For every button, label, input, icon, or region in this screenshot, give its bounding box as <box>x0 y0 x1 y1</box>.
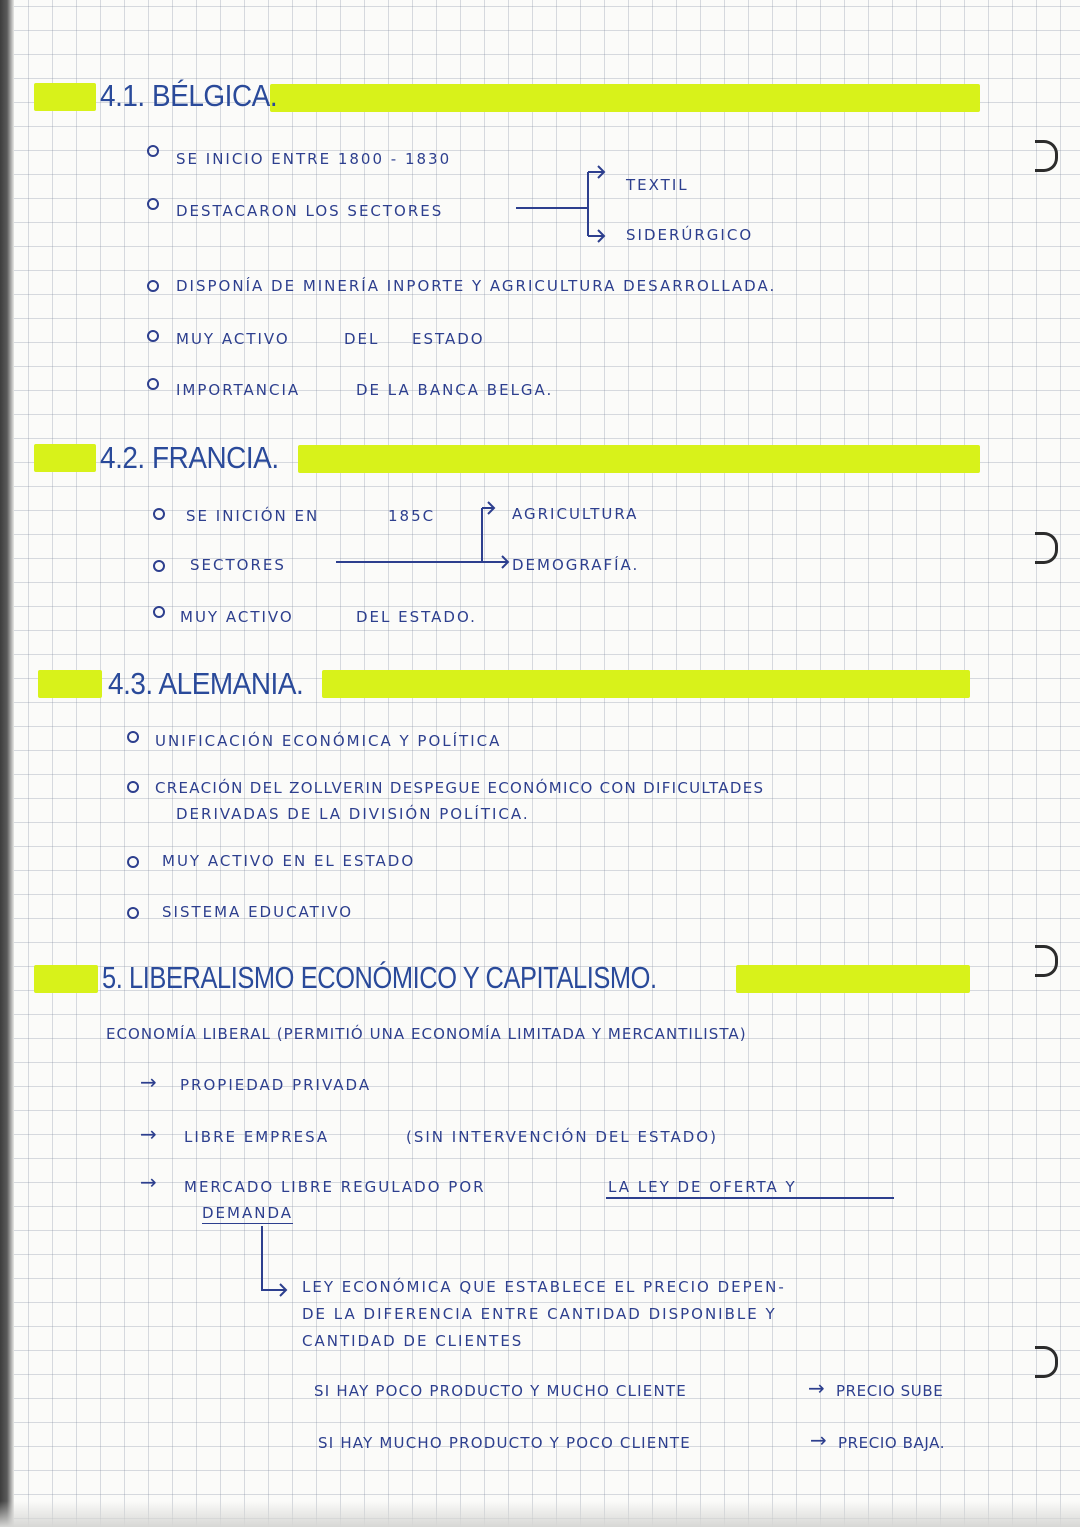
right-arrow-icon: → <box>140 1170 157 1194</box>
case-result: PRECIO BAJA. <box>838 1434 946 1452</box>
bullet-text: MUY ACTIVO <box>180 608 294 626</box>
case-text: SI HAY MUCHO PRODUCTO Y POCO CLIENTE <box>318 1434 691 1452</box>
branch-text: DEMOGRAFÍA. <box>512 556 640 574</box>
bullet-text: IMPORTANCIA <box>176 381 301 399</box>
branch-text: TEXTIL <box>626 176 689 194</box>
principle-text: LA LEY DE OFERTA Y <box>608 1178 797 1196</box>
bullet-text: CREACIÓN DEL ZOLLVERIN DESPEGUE ECONÓMICO CON DIFICULTADES <box>155 779 765 797</box>
bullet-text: SE INICIO ENTRE 1800 - 1830 <box>176 150 452 168</box>
principle-text: LIBRE EMPRESA <box>184 1128 330 1146</box>
law-text: DE LA DIFERENCIA ENTRE CANTIDAD DISPONIBLE Y <box>302 1305 777 1323</box>
bullet-text: SE INICIÓN EN <box>186 507 320 525</box>
right-arrow-icon: → <box>140 1122 157 1146</box>
branch-text: AGRICULTURA <box>512 505 639 523</box>
intro-text: ECONOMÍA LIBERAL (PERMITIÓ UNA ECONOMÍA LIMITADA Y MERCANTILISTA) <box>106 1025 747 1043</box>
section-heading-alemania: 4.3. ALEMANIA. <box>108 666 304 701</box>
connector-line <box>262 1226 286 1290</box>
branch-text: SIDERÚRGICO <box>626 226 754 244</box>
bullet-text: MUY ACTIVO EN EL ESTADO <box>162 852 416 870</box>
bullet-text: DEL ESTADO. <box>356 608 477 626</box>
right-arrow-icon: → <box>810 1428 827 1452</box>
bullet-text: ESTADO <box>412 330 485 348</box>
bullet-text: DISPONÍA DE MINERÍA INPORTE Y AGRICULTURA DESARROLLADA. <box>176 277 777 295</box>
principle-text: (SIN INTERVENCIÓN DEL ESTADO) <box>406 1128 718 1146</box>
right-arrow-icon: → <box>140 1070 157 1094</box>
bullet-text: 185C <box>388 507 436 525</box>
principle-text: MERCADO LIBRE REGULADO POR <box>184 1178 486 1196</box>
bullet-text: MUY ACTIVO <box>176 330 290 348</box>
bullet-text: SECTORES <box>190 556 286 574</box>
case-result: PRECIO SUBE <box>836 1382 944 1400</box>
section-heading-belgica: 4.1. BÉLGICA. <box>100 78 278 113</box>
bullet-text: DEL <box>344 330 380 348</box>
section-heading-francia: 4.2. FRANCIA. <box>100 440 279 475</box>
principle-text: DEMANDA <box>202 1204 293 1222</box>
law-text: CANTIDAD DE CLIENTES <box>302 1332 524 1350</box>
bullet-text: SISTEMA EDUCATIVO <box>162 903 354 921</box>
bullet-text: DESTACARON LOS SECTORES <box>176 202 444 220</box>
bullet-text: UNIFICACIÓN ECONÓMICA Y POLÍTICA <box>155 732 502 750</box>
bullet-text: DERIVADAS DE LA DIVISIÓN POLÍTICA. <box>176 805 530 823</box>
section-heading-liberalismo: 5. LIBERALISMO ECONÓMICO Y CAPITALISMO. <box>102 960 657 995</box>
case-text: SI HAY POCO PRODUCTO Y MUCHO CLIENTE <box>314 1382 687 1400</box>
bullet-text: DE LA BANCA BELGA. <box>356 381 554 399</box>
law-text: LEY ECONÓMICA QUE ESTABLECE EL PRECIO DEPEN- <box>302 1278 786 1296</box>
principle-text: PROPIEDAD PRIVADA <box>180 1076 372 1094</box>
right-arrow-icon: → <box>808 1376 825 1400</box>
